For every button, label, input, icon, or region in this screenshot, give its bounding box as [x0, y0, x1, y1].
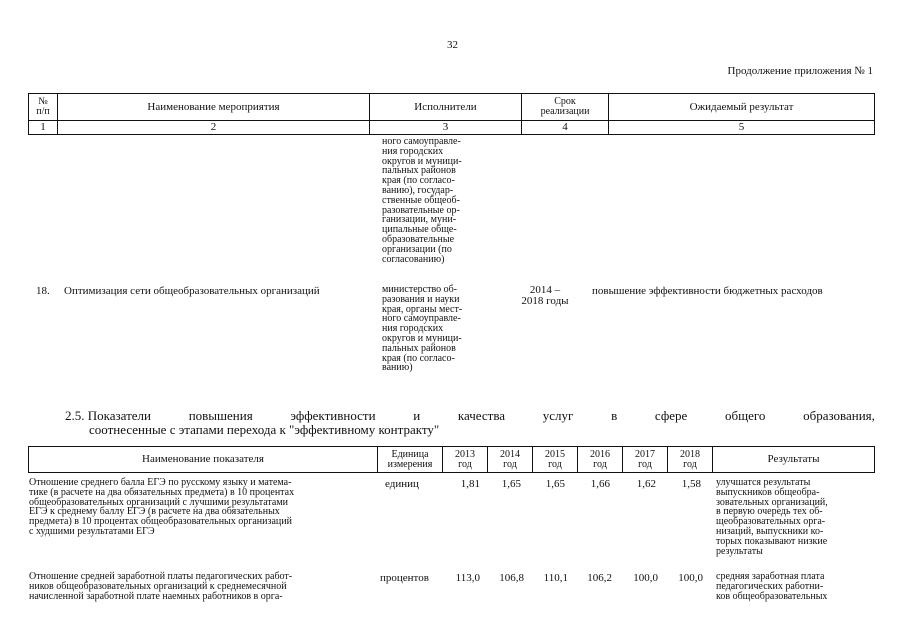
indicator-row-1-name: Отношение среднего балла ЕГЭ по русскому языку и матема- тике (в расчете на два обязательных предмета) в 10 процентах общеобразовательных организаций с лучшими результатами ЕГЭ к среднему баллу ЕГЭ (в расчете на два обязательных предмета) в 10 процентах общеобразовательных организаций с худшими результатами ЕГЭ — [29, 477, 295, 537]
header-year-2018: 2018 год — [668, 447, 713, 473]
header-term: Срок реализации — [522, 94, 609, 121]
page-number: 32 — [447, 39, 458, 51]
table-numbers-row — [29, 121, 875, 135]
indicator-row-1-result: улучшатся результаты выпускников общеобра- зовательных организаций, в первую очередь тех об- щеобразовательных орга- низаций, выпускники ко- торых показывают низкие результаты — [716, 477, 828, 557]
header-year-2015: 2015 год — [533, 447, 578, 473]
col-num-2: 2 — [58, 121, 370, 135]
header-indicator-name: Наименование показателя — [29, 447, 378, 473]
col-num-1: 1 — [29, 121, 58, 135]
indicator-row-2-name: Отношение средней заработной платы педагогических работ- ников общеобразовательных организаций к среднемесячной начисленной заработной плате наемных работников в орга- — [29, 571, 293, 602]
header-executors: Исполнители — [370, 94, 522, 121]
col-num-4: 4 — [522, 121, 609, 135]
row18-result: повышение эффективности бюджетных расходов — [592, 285, 823, 297]
indicators-header-row — [29, 447, 875, 473]
indicator-row-2-2015: 110,1 — [543, 572, 568, 584]
indicator-row-2-2014: 106,8 — [499, 572, 524, 584]
indicator-row-1-2017: 1,62 — [636, 478, 656, 490]
indicator-row-2-result: средняя заработная плата педагогических работни- ков общеобразовательных — [716, 571, 828, 602]
indicator-row-2-unit: процентов — [380, 572, 429, 584]
header-num: № п/п — [29, 94, 58, 121]
header-results: Результаты — [713, 447, 875, 473]
row18-executors: министерство об- разования и науки края, органы мест- ного самоуправле- ния городских округов и муници- пальных районов края (по согласо- ванию) — [382, 284, 463, 374]
header-name: Наименование мероприятия — [58, 94, 370, 121]
continued-executors: ного самоуправле- ния городских округов и муници- пальных районов края (по согласо- ванию), государ- ственные общеоб- разовательные ор- ганизации, муни- ципальные обще- образовательные организации (по согласованию) — [382, 136, 462, 265]
header-year-2016: 2016 год — [578, 447, 623, 473]
indicators-table — [28, 446, 875, 473]
indicator-row-1-2013: 1,81 — [460, 478, 480, 490]
indicator-row-1-unit: единиц — [385, 478, 419, 490]
continuation-label: Продолжение приложения № 1 — [727, 65, 873, 77]
header-unit: Единица измерения — [378, 447, 443, 473]
col-num-3: 3 — [370, 121, 522, 135]
header-year-2017: 2017 год — [623, 447, 668, 473]
table-header-row — [29, 94, 875, 121]
indicator-row-2-2018: 100,0 — [678, 572, 703, 584]
row18-name: Оптимизация сети общеобразовательных организаций — [64, 285, 320, 297]
indicator-row-1-2018: 1,58 — [681, 478, 701, 490]
header-result: Ожидаемый результат — [609, 94, 875, 121]
indicator-row-1-2015: 1,65 — [545, 478, 565, 490]
indicator-row-1-2014: 1,65 — [501, 478, 521, 490]
measures-table — [28, 93, 875, 135]
indicator-row-2-2016: 106,2 — [587, 572, 612, 584]
header-year-2014: 2014 год — [488, 447, 533, 473]
indicator-row-2-2013: 113,0 — [455, 572, 480, 584]
col-num-5: 5 — [609, 121, 875, 135]
indicator-row-1-2016: 1,66 — [590, 478, 610, 490]
row18-term: 2014 – 2018 годы — [521, 284, 569, 307]
indicator-row-2-2017: 100,0 — [633, 572, 658, 584]
header-year-2013: 2013 год — [443, 447, 488, 473]
section-heading: 2.5. Показатели повышения эффективности и качества услуг в сфере общего образования, соотнесенные с этапами перехода к "эффективному контракту" — [65, 408, 875, 437]
row18-number: 18. — [36, 285, 50, 297]
